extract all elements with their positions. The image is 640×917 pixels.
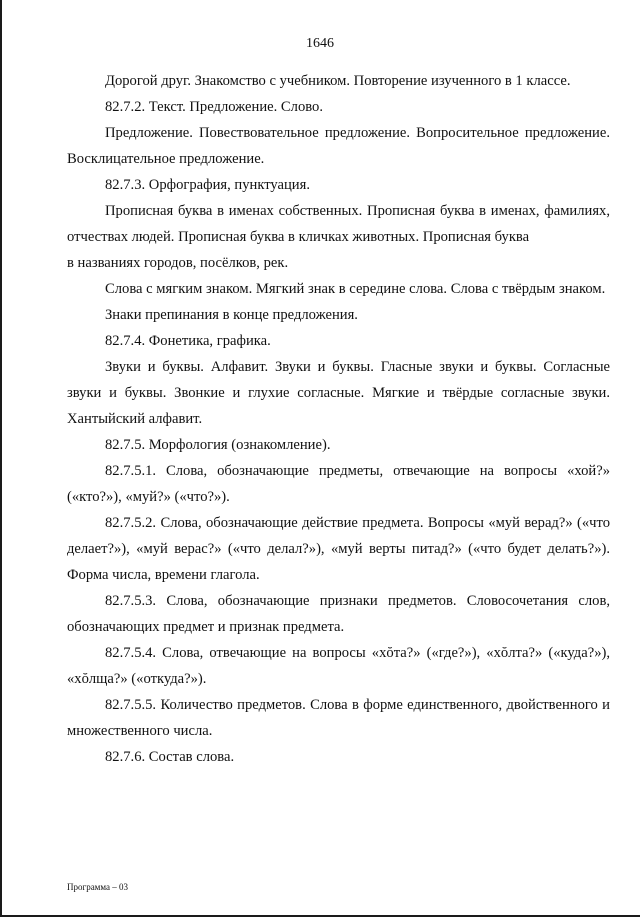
paragraph-soft-sign: Слова с мягким знаком. Мягкий знак в середине слова. Слова с твёрдым знаком. (105, 281, 606, 297)
paragraph-sounds-letters: Звуки и буквы. Алфавит. Звуки и буквы. Гласные звуки и буквы. Согласные звуки и буквы. Звонкие и глухие согласные. Мягкие и твёрдые согласные звуки. Хантыйский алфавит. (67, 359, 610, 427)
paragraph-capital-letters: Прописная буква в именах собственных. Прописная буква в именах, фамилиях, отчествах людей. Прописная буква в кличках животных. Прописная буква (67, 203, 610, 245)
section-heading-82-7-4: 82.7.4. Фонетика, графика. (105, 333, 271, 349)
document-body (67, 68, 610, 770)
paragraph-intro: Дорогой друг. Знакомство с учебником. Повторение изученного в 1 классе. (105, 73, 571, 89)
paragraph-sentence-types: Предложение. Повествовательное предложение. Вопросительное предложение. Восклицательное предложение. (67, 125, 610, 167)
section-heading-82-7-3: 82.7.3. Орфография, пунктуация. (105, 177, 310, 193)
section-heading-82-7-2: 82.7.2. Текст. Предложение. Слово. (105, 99, 323, 115)
paragraph-82-7-5-5: 82.7.5.5. Количество предметов. Слова в форме единственного, двойственного и множественного числа. (67, 697, 610, 739)
paragraph-punctuation: Знаки препинания в конце предложения. (105, 307, 358, 323)
section-heading-82-7-6: 82.7.6. Состав слова. (105, 749, 235, 765)
page-number: 1646 (306, 36, 334, 51)
paragraph-city-names: в названиях городов, посёлков, рек. (67, 255, 289, 271)
page-footer: Программа – 03 (67, 882, 129, 892)
paragraph-82-7-5-3: 82.7.5.3. Слова, обозначающие признаки предметов. Словосочетания слов, обозначающих предмет и признак предмета. (67, 593, 610, 635)
section-heading-82-7-5: 82.7.5. Морфология (ознакомление). (105, 437, 331, 453)
paragraph-82-7-5-1: 82.7.5.1. Слова, обозначающие предметы, отвечающие на вопросы «хой?» («кто?»), «муй?» («что?»). (67, 463, 610, 505)
paragraph-82-7-5-4: 82.7.5.4. Слова, отвечающие на вопросы «хŏта?» («где?»), «хŏлта?» («куда?»), «хŏлща?» («откуда?»). (67, 645, 610, 687)
paragraph-82-7-5-2: 82.7.5.2. Слова, обозначающие действие предмета. Вопросы «муй верад?» («что делает?»), «муй верас?» («что делал?»), «муй верты питад?» («что будет делать?»). Форма числа, времени глагола. (67, 515, 610, 583)
